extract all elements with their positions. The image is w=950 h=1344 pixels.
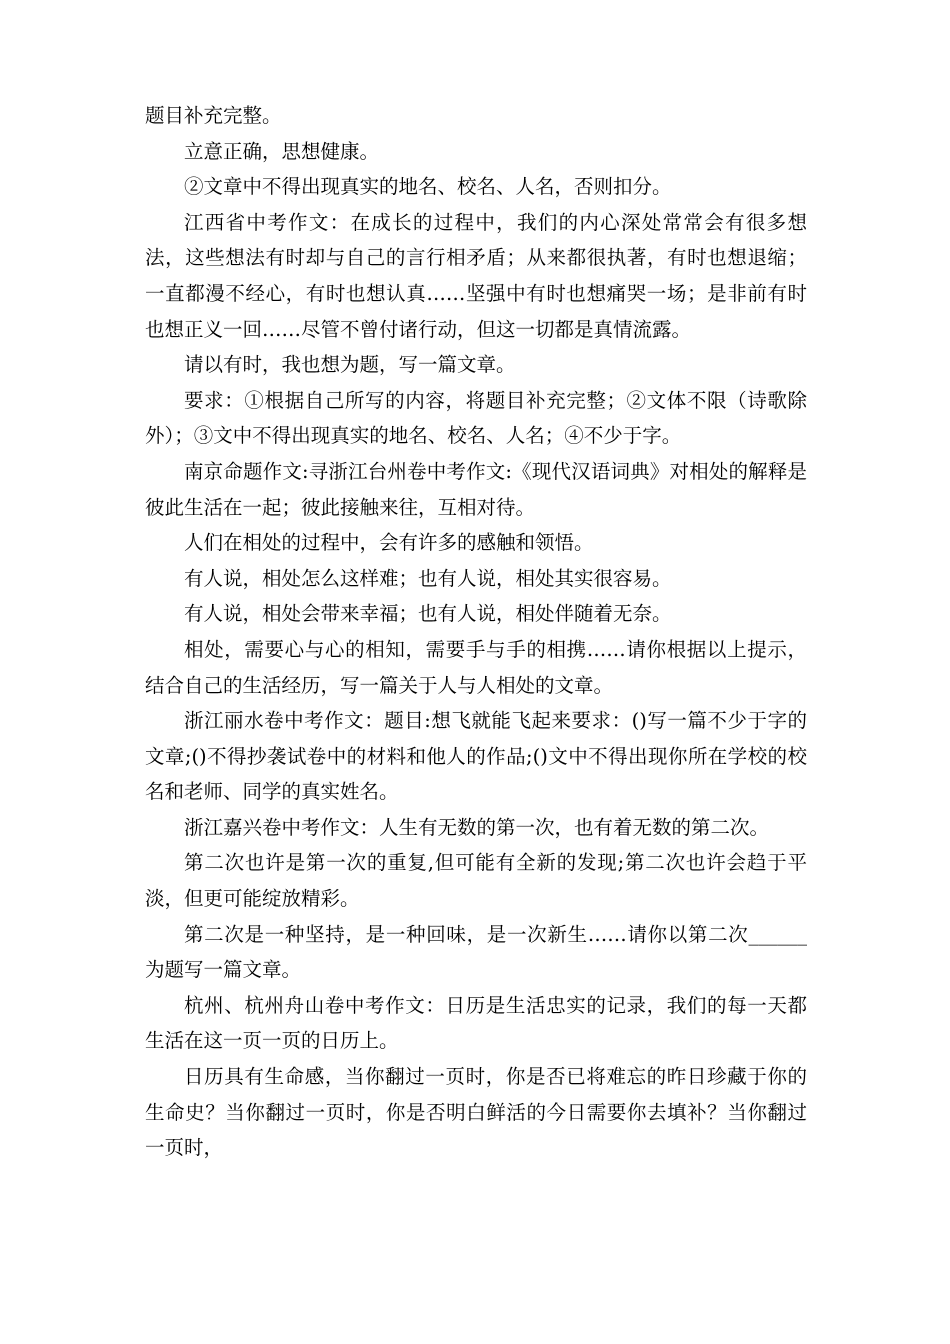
paragraph: ②文章中不得出现真实的地名、校名、人名，否则扣分。: [184, 175, 672, 199]
paragraph: 要求：①根据自己所写的内容，将题目补充完整；②文体不限（诗歌除外）；③文中不得出现真实的地名、校名、人名；④不少于字。: [145, 388, 807, 448]
paragraph: 请以有时，我也想为题，写一篇文章。: [184, 353, 516, 377]
paragraph: 相处，需要心与心的相知，需要手与手的相携……请你根据以上提示，结合自己的生活经历，写一篇关于人与人相处的文章。: [145, 637, 807, 697]
paragraph: 题目补充完整。: [145, 104, 282, 127]
paragraph: 有人说，相处会带来幸福；也有人说，相处伴随着无奈。: [184, 602, 672, 626]
paragraph: 日历具有生命感，当你翻过一页时，你是否已将难忘的昨日珍藏于你的生命史？当你翻过一页时，你是否明白鲜活的今日需要你去填补？当你翻过一页时，: [145, 1065, 807, 1160]
paragraph: 浙江嘉兴卷中考作文：人生有无数的第一次，也有着无数的第二次。: [184, 815, 770, 839]
paragraph: 人们在相处的过程中，会有许多的感触和领悟。: [184, 531, 594, 555]
paragraph: 第二次也许是第一次的重复,但可能有全新的发现;第二次也许会趋于平淡，但更可能绽放精彩。: [145, 851, 807, 911]
paragraph: 杭州、杭州舟山卷中考作文：日历是生活忠实的记录，我们的每一天都生活在这一页一页的日历上。: [145, 993, 807, 1053]
paragraph: 江西省中考作文：在成长的过程中，我们的内心深处常常会有很多想法，这些想法有时却与自己的言行相矛盾；从来都很执著，有时也想退缩；一直都漫不经心，有时也想认真……坚强中有时也想痛哭一场；是非前有时也想正义一回……尽管不曾付诸行动，但这一切都是真情流露。: [145, 210, 807, 341]
paragraph: 立意正确，思想健康。: [184, 139, 380, 163]
document-body: [145, 98, 807, 1166]
paragraph: 浙江丽水卷中考作文：题目:想飞就能飞起来要求：()写一篇不少于字的文章;()不得抄袭试卷中的材料和他人的作品;()文中不得出现你所在学校的校名和老师、同学的真实姓名。: [145, 709, 807, 804]
paragraph: 第二次是一种坚持，是一种回味，是一次新生……请你以第二次______为题写一篇文章。: [145, 922, 807, 982]
paragraph: 有人说，相处怎么这样难；也有人说，相处其实很容易。: [184, 566, 672, 590]
paragraph: 南京命题作文:寻浙江台州卷中考作文:《现代汉语词典》对相处的解释是彼此生活在一起；彼此接触来往，互相对待。: [145, 459, 807, 519]
